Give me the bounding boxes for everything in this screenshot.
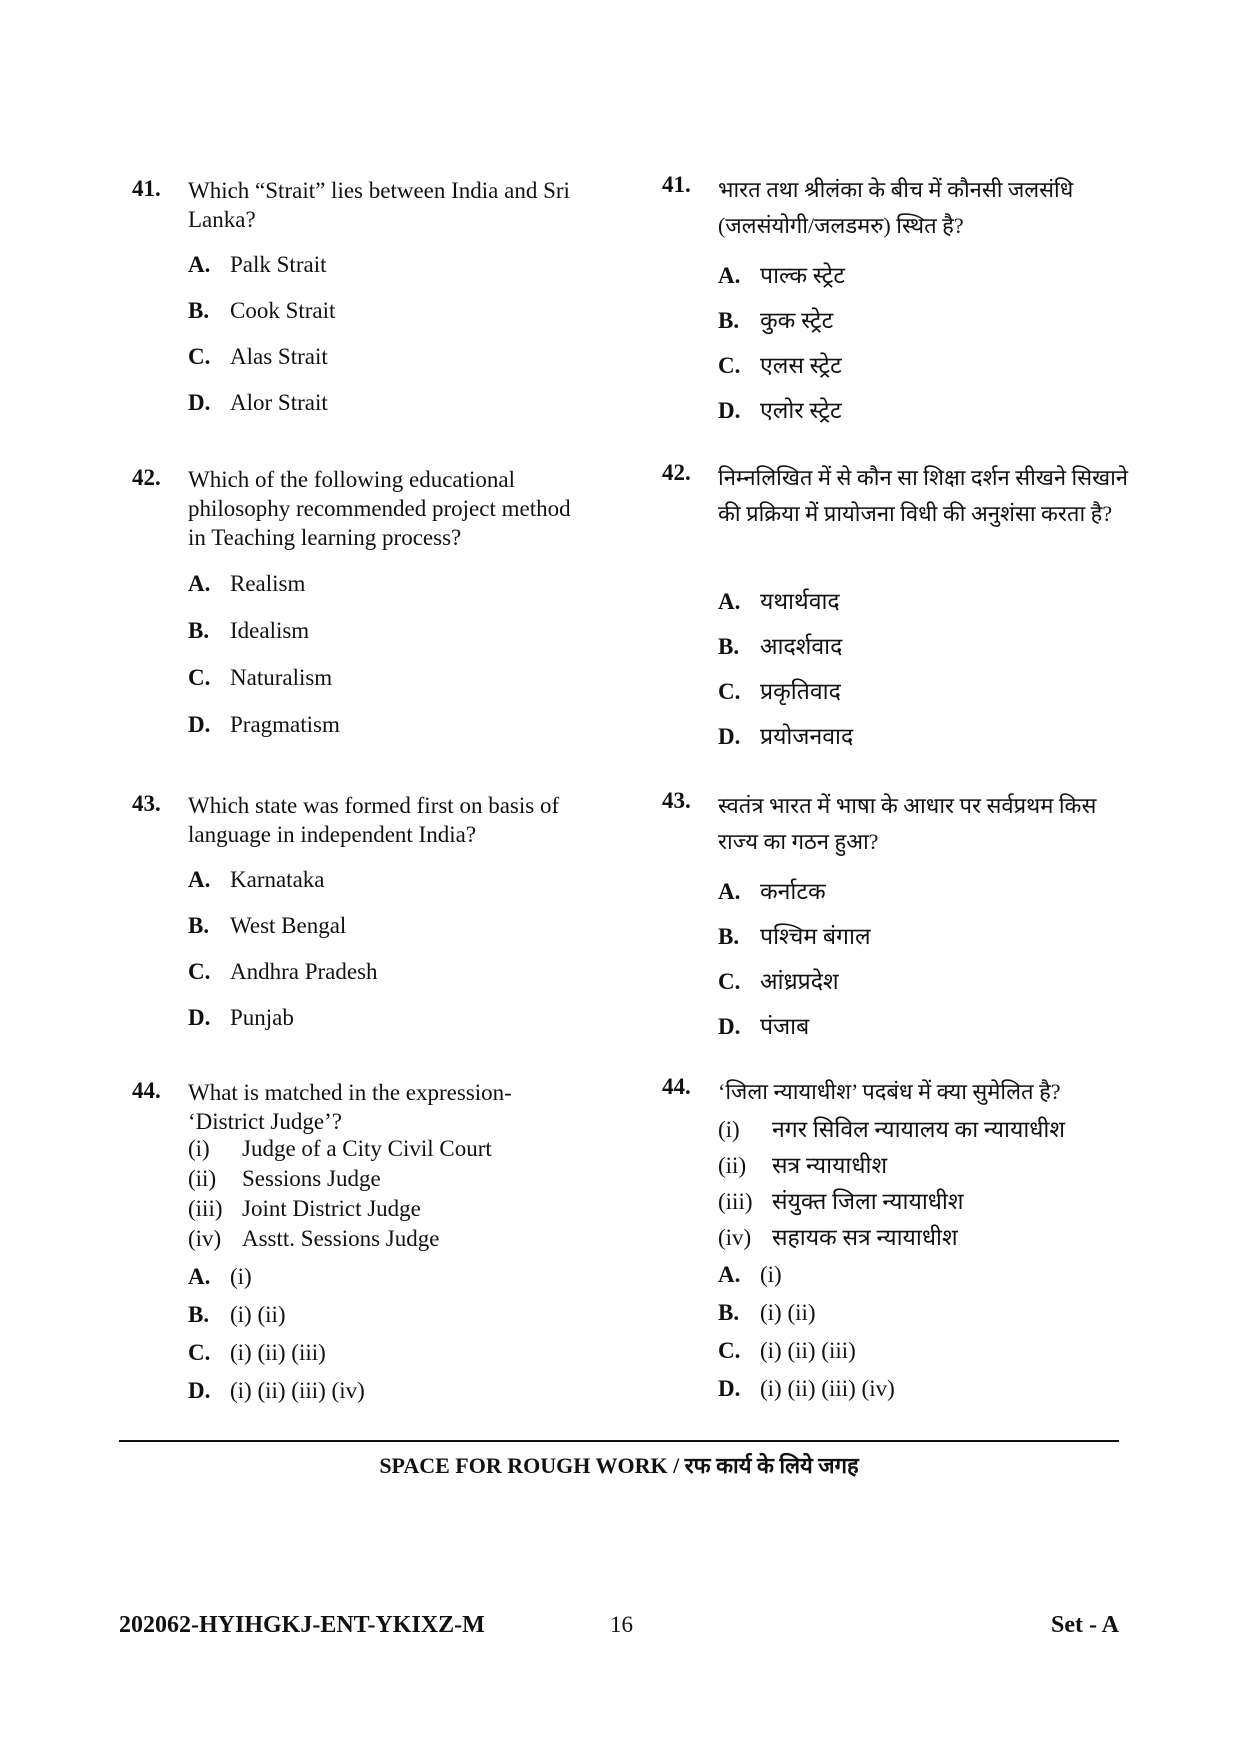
item-text: संयुक्त जिला न्यायाधीश bbox=[772, 1189, 964, 1214]
option-a bbox=[718, 1262, 782, 1288]
option-text: (i) bbox=[230, 1264, 252, 1289]
question-text: Which of the following educational philosophy recommended project method in Teaching learning process? bbox=[188, 467, 571, 550]
question-text: Which state was formed first on basis of language in independent India? bbox=[188, 793, 560, 847]
question-number: 41. bbox=[662, 172, 691, 197]
item-label: (iv) bbox=[188, 1226, 222, 1251]
option-text: (i) bbox=[760, 1262, 782, 1287]
option-label: A. bbox=[188, 867, 211, 892]
option-d bbox=[718, 393, 842, 425]
item-iv bbox=[718, 1220, 958, 1252]
option-a bbox=[188, 252, 326, 278]
option-d bbox=[718, 1009, 809, 1041]
option-label: D. bbox=[718, 1014, 741, 1039]
option-b bbox=[188, 618, 309, 644]
option-label: C. bbox=[188, 1340, 211, 1365]
option-text: Palk Strait bbox=[230, 252, 327, 277]
option-label: C. bbox=[718, 353, 741, 378]
option-a bbox=[188, 571, 305, 597]
divider-line bbox=[119, 1440, 1119, 1442]
option-text: पश्चिम बंगाल bbox=[760, 924, 871, 949]
question-43-en bbox=[132, 791, 612, 1030]
option-d bbox=[188, 1005, 294, 1031]
question-text: ‘जिला न्यायाधीश’ पदबंध में क्या सुमेलित है? bbox=[718, 1079, 1061, 1104]
option-label: D. bbox=[188, 712, 211, 737]
item-text: सहायक सत्र न्यायाधीश bbox=[772, 1225, 958, 1250]
option-b bbox=[188, 1302, 286, 1328]
option-label: A. bbox=[188, 1264, 211, 1289]
rough-work-label: SPACE FOR ROUGH WORK / रफ कार्य के लिये जगह bbox=[379, 1453, 859, 1478]
item-text: Joint District Judge bbox=[242, 1196, 421, 1221]
question-43-hi bbox=[662, 788, 1132, 1039]
option-text: आंध्रप्रदेश bbox=[760, 969, 839, 994]
option-a bbox=[718, 258, 845, 290]
option-label: B. bbox=[718, 308, 740, 333]
option-c bbox=[188, 665, 332, 691]
option-label: B. bbox=[718, 634, 740, 659]
option-text: Idealism bbox=[230, 618, 310, 643]
item-label: (i) bbox=[718, 1117, 740, 1142]
option-text: Punjab bbox=[230, 1005, 294, 1030]
item-ii bbox=[188, 1166, 381, 1192]
option-c bbox=[188, 344, 328, 370]
set-label: Set - A bbox=[1051, 1612, 1119, 1638]
option-text: (i) (ii) (iii) bbox=[230, 1340, 326, 1365]
page-number: 16 bbox=[610, 1612, 633, 1637]
option-b bbox=[718, 1300, 816, 1326]
option-label: C. bbox=[718, 969, 741, 994]
item-ii bbox=[718, 1148, 887, 1180]
item-iii bbox=[188, 1196, 421, 1222]
option-label: A. bbox=[718, 589, 741, 614]
option-b bbox=[718, 919, 871, 951]
option-text: प्रयोजनवाद bbox=[760, 724, 854, 749]
question-text: स्वतंत्र भारत में भाषा के आधार पर सर्वप्रथम किस राज्य का गठन हुआ? bbox=[718, 793, 1097, 854]
item-label: (ii) bbox=[718, 1153, 747, 1178]
question-number: 41. bbox=[132, 176, 161, 201]
option-b bbox=[718, 629, 842, 661]
item-text: सत्र न्यायाधीश bbox=[772, 1153, 888, 1178]
item-label: (iv) bbox=[718, 1225, 752, 1250]
option-label: C. bbox=[188, 665, 211, 690]
question-text: निम्नलिखित में से कौन सा शिक्षा दर्शन सीखने सिखाने की प्रक्रिया में प्रायोजना विधी की अनुशंसा करता है? bbox=[718, 465, 1129, 526]
item-iv bbox=[188, 1226, 439, 1252]
question-41-hi bbox=[662, 172, 1132, 423]
option-label: D. bbox=[718, 398, 741, 423]
option-text: प्रकृतिवाद bbox=[760, 679, 841, 704]
option-label: B. bbox=[188, 1302, 210, 1327]
option-text: Pragmatism bbox=[230, 712, 340, 737]
option-label: B. bbox=[188, 618, 210, 643]
option-label: D. bbox=[188, 390, 211, 415]
option-text: (i) (ii) bbox=[230, 1302, 286, 1327]
option-text: (i) (ii) (iii) (iv) bbox=[230, 1378, 365, 1403]
question-number: 42. bbox=[662, 460, 691, 485]
option-label: A. bbox=[718, 879, 741, 904]
option-label: C. bbox=[718, 1338, 741, 1363]
option-label: D. bbox=[188, 1378, 211, 1403]
item-label: (iii) bbox=[718, 1189, 753, 1214]
item-i bbox=[718, 1112, 1065, 1144]
question-44-hi bbox=[662, 1074, 1132, 1401]
option-a bbox=[718, 874, 826, 906]
question-42-en bbox=[132, 465, 612, 737]
option-text: कर्नाटक bbox=[760, 879, 826, 904]
option-text: एलोर स्ट्रेट bbox=[760, 398, 842, 423]
option-text: कुक स्ट्रेट bbox=[760, 308, 834, 333]
question-41-en bbox=[132, 176, 612, 415]
option-text: (i) (ii) (iii) (iv) bbox=[760, 1376, 895, 1401]
option-a bbox=[718, 584, 840, 616]
question-text: What is matched in the expression- ‘District Judge’? bbox=[188, 1080, 512, 1134]
option-d bbox=[188, 390, 328, 416]
option-c bbox=[718, 674, 841, 706]
item-label: (ii) bbox=[188, 1166, 217, 1191]
question-text: भारत तथा श्रीलंका के बीच में कौनसी जलसंधि (जलसंयोगी/जलडमरु) स्थित है? bbox=[718, 177, 1074, 238]
option-text: Naturalism bbox=[230, 665, 333, 690]
option-a bbox=[188, 867, 325, 893]
option-text: Cook Strait bbox=[230, 298, 336, 323]
option-label: C. bbox=[188, 344, 211, 369]
option-label: B. bbox=[188, 913, 210, 938]
option-d bbox=[188, 1378, 365, 1404]
item-text: Sessions Judge bbox=[242, 1166, 381, 1191]
option-label: C. bbox=[718, 679, 741, 704]
option-label: C. bbox=[188, 959, 211, 984]
option-b bbox=[718, 303, 833, 335]
option-label: D. bbox=[718, 1376, 741, 1401]
option-b bbox=[188, 913, 346, 939]
question-text: Which “Strait” lies between India and Sri Lanka? bbox=[188, 178, 570, 232]
option-c bbox=[188, 1340, 326, 1366]
option-text: Alor Strait bbox=[230, 390, 328, 415]
option-label: A. bbox=[718, 1262, 741, 1287]
option-text: Realism bbox=[230, 571, 306, 596]
option-c bbox=[718, 964, 839, 996]
option-c bbox=[188, 959, 378, 985]
option-text: Alas Strait bbox=[230, 344, 328, 369]
question-number: 43. bbox=[132, 791, 161, 816]
item-text: नगर सिविल न्यायालय का न्यायाधीश bbox=[772, 1117, 1066, 1142]
option-label: B. bbox=[718, 924, 740, 949]
option-label: B. bbox=[718, 1300, 740, 1325]
item-iii bbox=[718, 1184, 964, 1216]
option-text: Karnataka bbox=[230, 867, 325, 892]
option-c bbox=[718, 1338, 856, 1364]
item-label: (i) bbox=[188, 1136, 210, 1161]
item-text: Asstt. Sessions Judge bbox=[242, 1226, 440, 1251]
option-text: पंजाब bbox=[760, 1014, 810, 1039]
question-number: 43. bbox=[662, 788, 691, 813]
option-d bbox=[718, 719, 853, 751]
option-label: B. bbox=[188, 298, 210, 323]
item-text: Judge of a City Civil Court bbox=[242, 1136, 492, 1161]
question-number: 42. bbox=[132, 465, 161, 490]
option-label: A. bbox=[188, 571, 211, 596]
item-i bbox=[188, 1136, 492, 1162]
item-label: (iii) bbox=[188, 1196, 223, 1221]
option-text: Andhra Pradesh bbox=[230, 959, 378, 984]
option-c bbox=[718, 348, 842, 380]
option-d bbox=[188, 712, 340, 738]
option-text: (i) (ii) (iii) bbox=[760, 1338, 856, 1363]
question-42-hi bbox=[662, 460, 1132, 749]
option-d bbox=[718, 1376, 895, 1402]
option-label: A. bbox=[188, 252, 211, 277]
option-label: D. bbox=[718, 724, 741, 749]
option-text: West Bengal bbox=[230, 913, 347, 938]
paper-code: 202062-HYIHGKJ-ENT-YKIXZ-M bbox=[119, 1612, 485, 1638]
option-label: A. bbox=[718, 263, 741, 288]
option-label: D. bbox=[188, 1005, 211, 1030]
option-b bbox=[188, 298, 335, 324]
option-text: (i) (ii) bbox=[760, 1300, 816, 1325]
question-number: 44. bbox=[662, 1074, 691, 1099]
option-text: आदर्शवाद bbox=[760, 634, 843, 659]
option-text: एलस स्ट्रेट bbox=[760, 353, 842, 378]
option-a bbox=[188, 1264, 252, 1290]
option-text: पाल्क स्ट्रेट bbox=[760, 263, 845, 288]
question-44-en bbox=[132, 1078, 612, 1403]
question-number: 44. bbox=[132, 1078, 161, 1103]
option-text: यथार्थवाद bbox=[760, 589, 840, 614]
